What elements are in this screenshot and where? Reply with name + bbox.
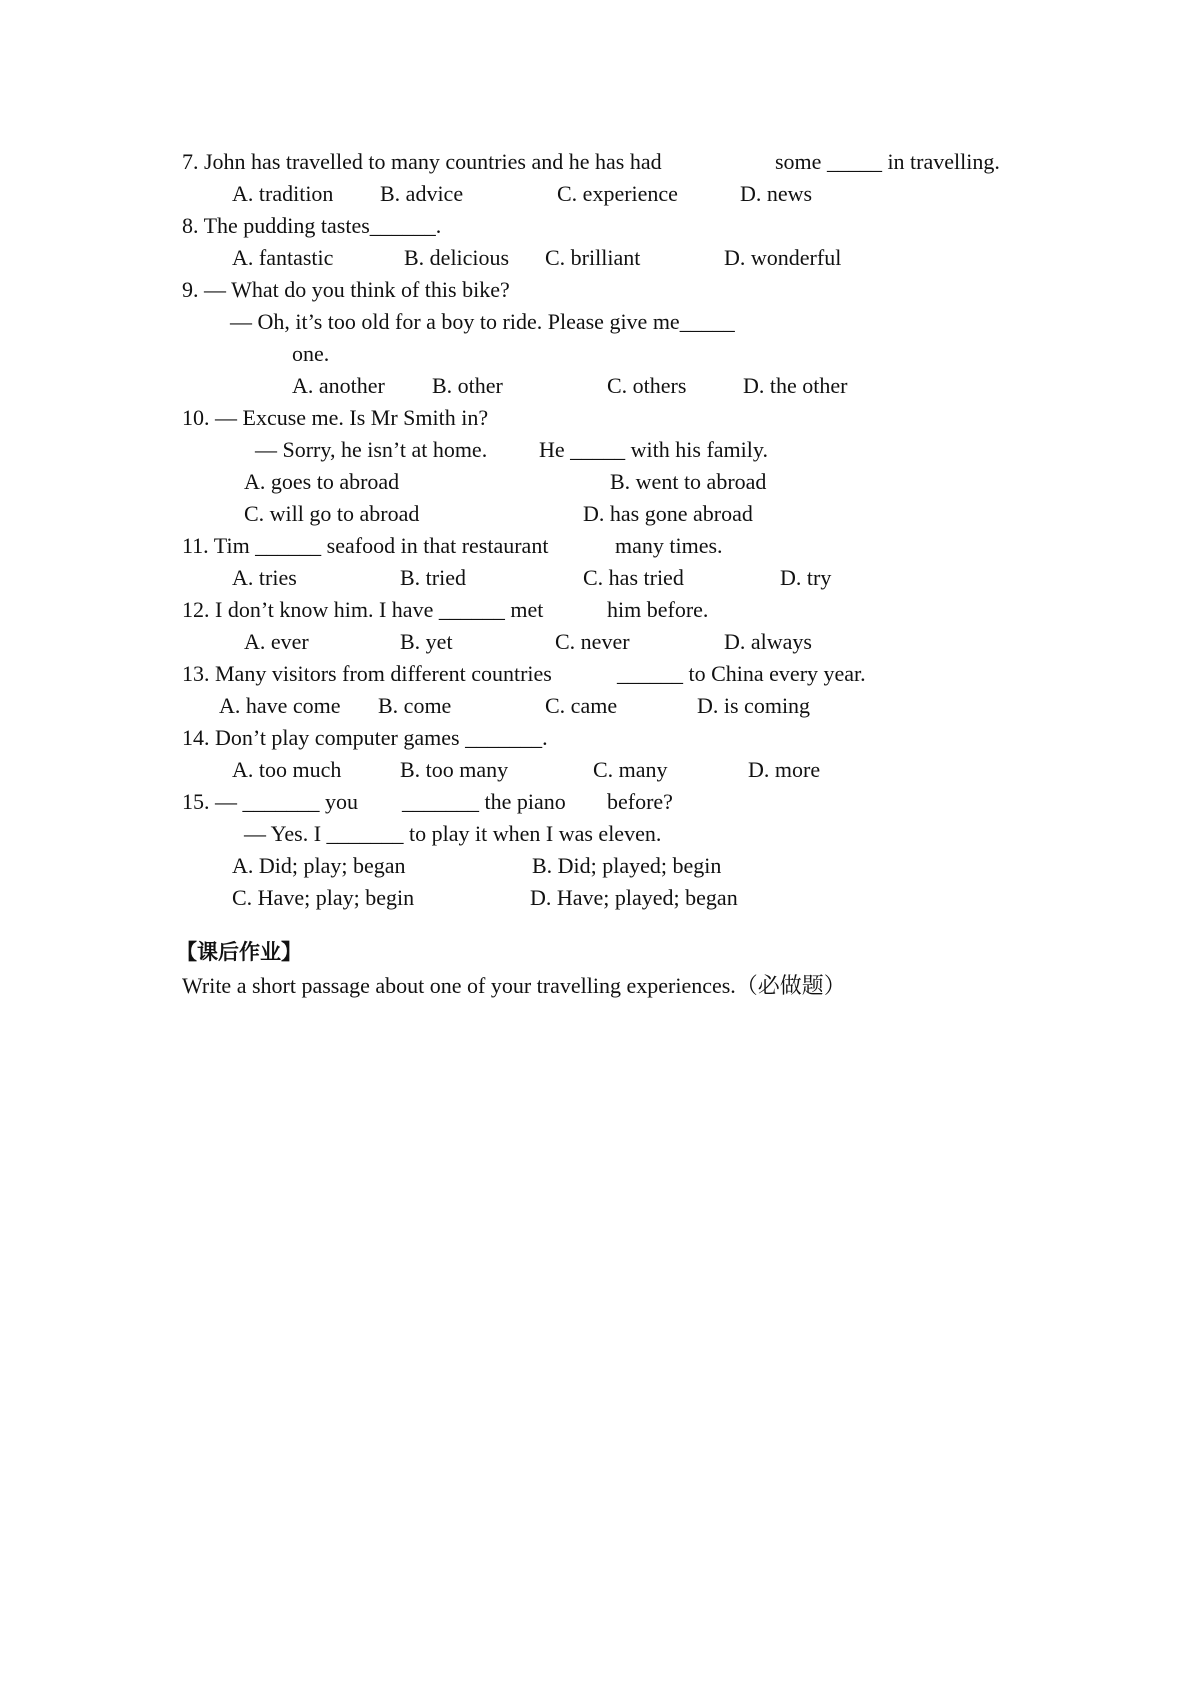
q8-option-d: D. wonderful bbox=[724, 245, 842, 270]
q11-stem-end: many times. bbox=[615, 533, 723, 558]
q11-stem: 11. Tim ______ seafood in that restaurant bbox=[182, 533, 549, 558]
q12-option-a: A. ever bbox=[244, 629, 309, 654]
q7-stem-end: some _____ in travelling. bbox=[775, 149, 1000, 174]
q12-stem: 12. I don’t know him. I have ______ met bbox=[182, 597, 544, 622]
q9-option-b: B. other bbox=[432, 373, 503, 398]
q9-line2: — Oh, it’s too old for a boy to ride. Please give me_____ bbox=[230, 309, 735, 334]
q11-option-c: C. has tried bbox=[583, 565, 684, 590]
q15-stem-end: before? bbox=[607, 789, 673, 814]
homework-title: 【课后作业】 bbox=[176, 940, 302, 964]
q8-option-a: A. fantastic bbox=[232, 245, 334, 270]
q15-option-a: A. Did; play; began bbox=[232, 853, 406, 878]
q15-option-d: D. Have; played; began bbox=[530, 885, 738, 910]
q14-option-b: B. too many bbox=[400, 757, 509, 782]
q14-stem: 14. Don’t play computer games _______. bbox=[182, 725, 548, 750]
q14-option-d: D. more bbox=[748, 757, 821, 782]
q12-option-b: B. yet bbox=[400, 629, 453, 654]
q10-option-a: A. goes to abroad bbox=[244, 469, 400, 494]
homework-text: Write a short passage about one of your travelling experiences.（必做题） bbox=[182, 973, 846, 998]
q8-option-b: B. delicious bbox=[404, 245, 510, 270]
q8-stem: 8. The pudding tastes______. bbox=[182, 213, 442, 238]
q11-option-b: B. tried bbox=[400, 565, 466, 590]
q15-option-b: B. Did; played; begin bbox=[532, 853, 722, 878]
q13-stem: 13. Many visitors from different countries bbox=[182, 661, 552, 686]
q14-option-a: A. too much bbox=[232, 757, 342, 782]
q11-option-d: D. try bbox=[780, 565, 832, 590]
q10-line2-b: He _____ with his family. bbox=[539, 437, 768, 462]
q10-line2-a: — Sorry, he isn’t at home. bbox=[255, 437, 488, 462]
q9-stem: 9. — What do you think of this bike? bbox=[182, 277, 510, 302]
q12-stem-end: him before. bbox=[607, 597, 709, 622]
q13-stem-end: ______ to China every year. bbox=[617, 661, 866, 686]
q9-line3: one. bbox=[292, 341, 330, 366]
q7-option-d: D. news bbox=[740, 181, 813, 206]
q7-option-a: A. tradition bbox=[232, 181, 334, 206]
q13-option-b: B. come bbox=[378, 693, 452, 718]
q9-option-c: C. others bbox=[607, 373, 687, 398]
q8-option-c: C. brilliant bbox=[545, 245, 641, 270]
q12-option-d: D. always bbox=[724, 629, 812, 654]
q7-option-b: B. advice bbox=[380, 181, 464, 206]
q13-option-d: D. is coming bbox=[697, 693, 811, 718]
q10-option-d: D. has gone abroad bbox=[583, 501, 753, 526]
q11-option-a: A. tries bbox=[232, 565, 297, 590]
q14-option-c: C. many bbox=[593, 757, 668, 782]
q15-option-c: C. Have; play; begin bbox=[232, 885, 415, 910]
q13-option-c: C. came bbox=[545, 693, 618, 718]
q12-option-c: C. never bbox=[555, 629, 630, 654]
q7-stem: 7. John has travelled to many countries and he has had bbox=[182, 149, 662, 174]
q9-option-d: D. the other bbox=[743, 373, 848, 398]
q9-option-a: A. another bbox=[292, 373, 385, 398]
q15-line2: — Yes. I _______ to play it when I was eleven. bbox=[244, 821, 662, 846]
q10-option-b: B. went to abroad bbox=[610, 469, 767, 494]
q13-option-a: A. have come bbox=[219, 693, 341, 718]
q15-stem-mid: _______ the piano bbox=[402, 789, 566, 814]
q15-stem: 15. — _______ you bbox=[182, 789, 358, 814]
q7-option-c: C. experience bbox=[557, 181, 678, 206]
q10-stem: 10. — Excuse me. Is Mr Smith in? bbox=[182, 405, 489, 430]
q10-option-c: C. will go to abroad bbox=[244, 501, 420, 526]
